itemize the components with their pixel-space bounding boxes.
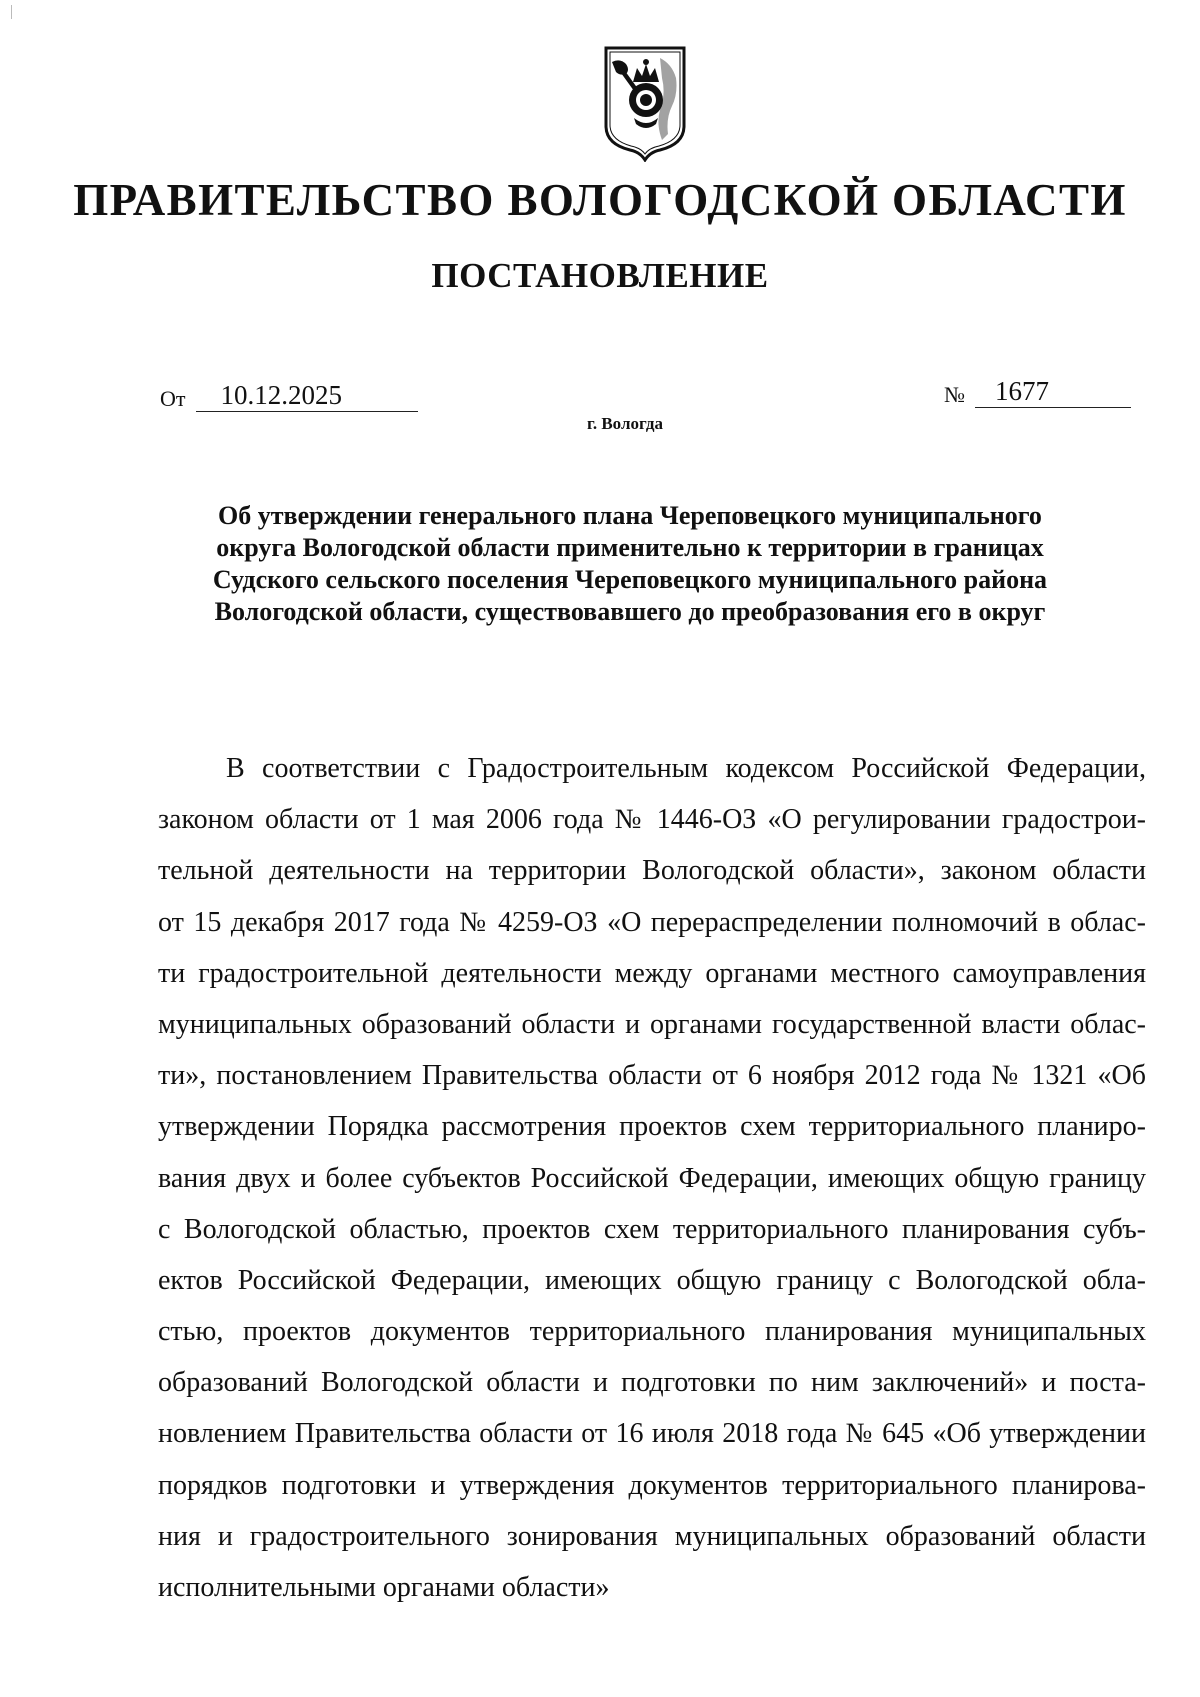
scan-mark (11, 5, 12, 19)
document-number: 1677 (975, 378, 1131, 408)
city: г. Вологда (587, 414, 663, 433)
body-line: порядков подготовки и утверждения документов территориального планирова- (158, 1469, 1146, 1501)
body-line: вания двух и более субъектов Российской Федерации, имеющих общую границу (158, 1162, 1146, 1194)
body-line: с Вологодской областью, проектов схем территориального планирования субъ- (158, 1213, 1146, 1245)
body-line: ния и градостроительного зонирования муниципальных образований области (158, 1520, 1146, 1552)
government-title: ПРАВИТЕЛЬСТВО ВОЛОГОДСКОЙ ОБЛАСТИ (73, 175, 1127, 225)
document-subject (150, 500, 1110, 628)
body-line: ти», постановлением Правительства области от 6 ноября 2012 года № 1321 «Об (158, 1060, 1146, 1092)
document-date: 10.12.2025 (196, 382, 418, 412)
body-line: исполнительными органами области» (158, 1572, 610, 1603)
body-line: образований Вологодской области и подготовки по ним заключений» и поста- (158, 1367, 1146, 1399)
body-line: муниципальных образований области и органами государственной власти облас- (158, 1008, 1146, 1040)
date-prefix: От (160, 386, 186, 411)
body-line: новлением Правительства области от 16 июля 2018 года № 645 «Об утверждении (158, 1418, 1146, 1450)
document-type: ПОСТАНОВЛЕНИЕ (431, 256, 769, 295)
number-block (944, 378, 1131, 408)
subject-line: Вологодской области, существовавшего до преобразования его в округ (214, 597, 1046, 626)
number-prefix: № (944, 382, 965, 407)
body-line: утверждении Порядка рассмотрения проектов схем территориального планиро- (158, 1111, 1146, 1143)
subject-line: округа Вологодской области применительно к территории в границах (216, 533, 1044, 562)
subject-line: Об утверждении генерального плана Череповецкого муниципального (218, 501, 1042, 530)
body-line: тельной деятельности на территории Вологодской области», законом области (158, 855, 1146, 887)
body-line: В соответствии с Градостроительным кодексом Российской Федерации, (226, 753, 1146, 784)
vologda-coat-of-arms-icon (602, 44, 688, 162)
body-line: ектов Российской Федерации, имеющих общую границу с Вологодской обла- (158, 1264, 1146, 1296)
body-line: законом области от 1 мая 2006 года № 1446-ОЗ «О регулировании градострои- (158, 804, 1146, 836)
body-line: ти градостроительной деятельности между органами местного самоуправления (158, 957, 1146, 989)
body-line: от 15 декабря 2017 года № 4259-ОЗ «О перераспределении полномочий в облас- (158, 906, 1146, 938)
date-block (160, 382, 418, 412)
subject-line: Судского сельского поселения Череповецкого муниципального района (212, 565, 1048, 594)
body-line: стью, проектов документов территориального планирования муниципальных (158, 1316, 1146, 1348)
document-body (158, 743, 1146, 1613)
